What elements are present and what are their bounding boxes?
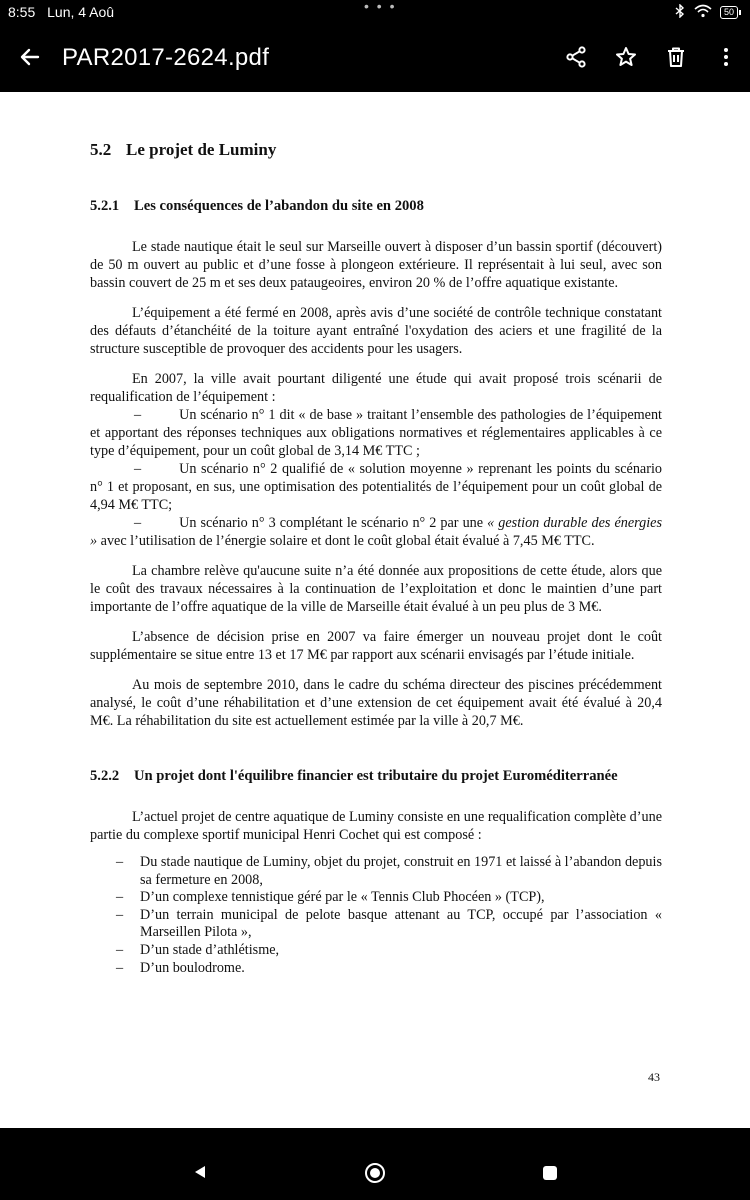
scenario-text: Un scénario n° 1 dit « de base » traitant l’ensemble des pathologies de l’équipement et apportant des réponses techniques aux obligations normatives et réglementaires applicables à ce type d’équipement, pour un coût global de 3,14 M€ TTC ; (90, 407, 662, 459)
app-bar (0, 26, 750, 92)
status-bar (0, 0, 750, 26)
list-item-text: D’un stade d’athlétisme, (140, 941, 280, 958)
status-dots: • • • (364, 0, 397, 14)
list-item (90, 942, 662, 960)
scenario-item (90, 460, 662, 514)
more-vert-icon[interactable] (714, 45, 738, 69)
dash: – (116, 854, 124, 870)
nav-back-icon[interactable] (192, 1164, 208, 1185)
scenario-item (90, 514, 662, 550)
subsection-number-1: 5.2.1 (90, 198, 120, 214)
section-number: 5.2 (90, 140, 112, 159)
page-number: 43 (648, 1070, 660, 1084)
paragraph: Au mois de septembre 2010, dans le cadre du schéma directeur des piscines précédemment analysé, le coût d’une réhabilitation et d’une extension de cet équipement avait été évalué à 20,4 M€. La réhabilitation du site est actuellement estimée par la ville à 20,7 M€. (90, 677, 662, 729)
navigation-bar (0, 1128, 750, 1200)
dash: – (134, 461, 142, 477)
list-item-text: D’un terrain municipal de pelote basque attenant au TCP, occupé par l’association « Marseillen Pilota », (140, 906, 662, 941)
star-icon[interactable] (614, 45, 638, 69)
subsection-title-1: Les conséquences de l’abandon du site en 2008 (134, 198, 424, 214)
trash-icon[interactable] (664, 45, 688, 69)
wifi-icon (694, 4, 712, 21)
paragraph: L’équipement a été fermé en 2008, après avis d’une société de contrôle technique constatant des défauts d’étanchéité de la toiture ayant entraîné l'oxydation des aciers et une fragilité de la structure susceptible de provoquer des accidents pour les usagers. (90, 305, 662, 357)
status-time: 8:55 (8, 4, 36, 20)
facility-list (90, 854, 662, 977)
nav-home-icon[interactable] (364, 1162, 386, 1189)
scenario-text: avec l’utilisation de l’énergie solaire et dont le coût global était évalué à 7,45 M€ TTC. (100, 533, 595, 549)
section-body-2 (90, 808, 662, 977)
list-item-text: D’un boulodrome. (140, 959, 245, 976)
scenario-item (90, 406, 662, 460)
paragraph: Le stade nautique était le seul sur Marseille ouvert à disposer d’un bassin sportif (découvert) de 50 m ouvert au public et d’une fosse à plongeon extérieure. Il représentait à lui seul, avec son bassin couvert de 25 m et ses deux pataugeoires, environ 20 % de l’offre aquatique existante. (90, 239, 662, 291)
nav-recent-apps-icon[interactable] (542, 1165, 558, 1186)
status-left (8, 4, 122, 20)
paragraph: La chambre relève qu'aucune suite n’a été donnée aux propositions de cette étude, alors que le coût des travaux nécessaires à la continuation de l’exploitation et donc le maintien d’une part importante de l’offre aquatique de la ville de Marseille était évalué à un peu plus de 3 M€. (90, 563, 662, 615)
dash: – (134, 515, 142, 531)
subsection-heading-2 (90, 768, 618, 785)
paragraph: L’actuel projet de centre aquatique de Luminy consiste en une requalification complète d’une partie du complexe sportif municipal Henri Cochet qui est composé : (90, 809, 662, 843)
subsection-title-2: Un projet dont l'équilibre financier est tributaire du projet Euroméditerranée (134, 768, 618, 784)
dash: – (116, 889, 124, 906)
back-arrow-icon[interactable] (18, 45, 42, 69)
share-icon[interactable] (564, 45, 588, 69)
section-body-1 (90, 238, 662, 742)
pdf-page[interactable] (0, 92, 750, 1128)
list-item (90, 907, 662, 942)
document-title: PAR2017-2624.pdf (62, 44, 270, 71)
dash: – (116, 959, 124, 976)
scenario-emphasis: « gestion durable des énergies » (90, 515, 663, 549)
paragraph: L’absence de décision prise en 2007 va faire émerger un nouveau projet dont le coût supplémentaire se situe entre 13 et 17 M€ par rapport aux scénarii envisagés par l’étude initiale. (90, 629, 662, 663)
list-item-text: D’un complexe tennistique géré par le « Tennis Club Phocéen » (TCP), (140, 889, 545, 906)
status-right (674, 4, 738, 21)
battery-icon: 50 (720, 6, 738, 19)
subsection-number-2: 5.2.2 (90, 768, 120, 784)
scenario-text: Un scénario n° 2 qualifié de « solution moyenne » reprenant les points du scénario n° 1 et proposant, en sus, une optimisation des potentialités de l’équipement pour un coût global de 4,94 M€ TTC; (90, 461, 662, 513)
paragraph: En 2007, la ville avait pourtant diligenté une étude qui avait proposé trois scénarii de requalification de l’équipement : (90, 371, 662, 405)
list-item (90, 854, 662, 889)
subsection-heading-1 (90, 198, 424, 215)
section-title: Le projet de Luminy (126, 140, 277, 159)
dash: – (116, 906, 124, 923)
bluetooth-icon (674, 4, 686, 21)
dash: – (116, 941, 124, 958)
status-date: Lun, 4 Aoû (47, 4, 115, 20)
app-bar-actions (564, 45, 738, 69)
list-item (90, 889, 662, 907)
list-item (90, 960, 662, 978)
scenario-text: Un scénario n° 3 complétant le scénario n° 2 par une (179, 515, 484, 531)
dash: – (134, 407, 142, 423)
section-heading (90, 140, 276, 160)
list-item-text: Du stade nautique de Luminy, objet du projet, construit en 1971 et laissé à l’abandon depuis sa fermeture en 2008, (140, 854, 662, 888)
